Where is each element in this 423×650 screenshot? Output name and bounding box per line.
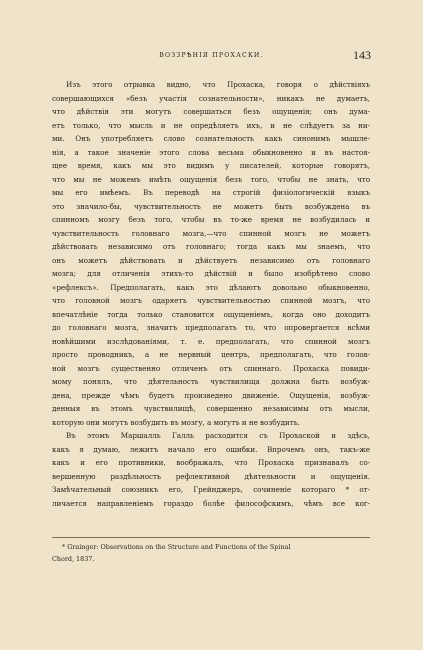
- text-line: личается направленіемъ гораздо болѣе философскимъ, чѣмъ все ког-: [52, 498, 370, 508]
- text-line: етъ только, что мысль и не опредѣляетъ ихъ, и не слѣдуетъ за ни-: [52, 120, 370, 130]
- footnote-line: * Grainger: Observations on the Structure and Functions of the Spinal: [62, 543, 291, 551]
- text-line: впечатлѣніе тогда только становится ощущеніемъ, когда оно доходитъ: [52, 309, 370, 319]
- text-line: вершенную раздѣльность рефлективной дѣятельности и ощущенія.: [52, 471, 370, 481]
- text-line: дена, прежде чѣмъ будетъ произведено движеніе. Ощущенія, возбуж-: [52, 390, 370, 400]
- text-line: мому понялъ, что дѣятельность чувствилища должна быть возбуж-: [52, 377, 370, 386]
- text-line: щее время, какъ мы это видимъ у писателей, которые говорятъ,: [52, 161, 370, 170]
- body-text: [52, 78, 370, 510]
- text-line: Замѣчательный союзникъ его, Грейнджеръ, сочиненіе котораго * от-: [52, 485, 370, 494]
- text-line: нія, а такое значеніе этого слова весьма обыкновенно и въ настоя-: [52, 147, 370, 157]
- text-line: Въ этомъ Маршалль Галль расходится съ Прохаской и здѣсь,: [66, 431, 370, 440]
- text-line: ми. Онъ употребляетъ слово сознательность какъ синонимъ мышле-: [52, 134, 370, 143]
- page-header: [0, 50, 423, 68]
- text-line: Изъ этого отрывка видно, что Прохаска, говоря о дѣйствіяхъ: [66, 80, 370, 89]
- text-line: онъ можетъ дѣйствовать и дѣйствуетъ независимо отъ головнаго: [52, 255, 370, 265]
- text-line: что мы не можемъ имѣть ощущенія безъ того, чтобы не знать, что: [52, 174, 370, 184]
- page-number: 143: [353, 48, 371, 62]
- text-line: денныя въ этомъ чувствилищѣ, совершенно независимы отъ мысли,: [52, 404, 370, 413]
- footnote: [52, 542, 370, 565]
- text-line: новѣйшими изслѣдованіями, т. е. предполагать, что спинной мозгъ: [52, 336, 370, 346]
- text-line: какъ я думаю, лежитъ начало его ошибки. Впрочемъ онъ, такъ-же: [52, 444, 370, 454]
- text-line: совершающихся «безъ участія сознательности», никакъ не думаетъ,: [52, 93, 370, 103]
- text-line: спинномъ мозгу безъ того, чтобы въ то-же время не возбудилась и: [52, 215, 370, 224]
- text-line: которую они могутъ возбудить въ мозгу, а могутъ и не возбудить.: [52, 417, 300, 427]
- text-line: «рефлексъ». Предполагать, какъ это дѣлаютъ довольно обыкновенно,: [52, 282, 370, 292]
- running-head: ВОЗЗРѢНІЯ ПРОХАСКИ.: [159, 52, 264, 59]
- text-line: до головнаго мозга, значитъ предполагать то, что опровергается всѣми: [52, 323, 370, 332]
- text-line: что головной мозгъ одаряетъ чувствительностью спинной мозгъ, что: [52, 296, 370, 305]
- text-line: это значило-бы, чувствительность не можетъ быть возбуждена въ: [52, 201, 370, 211]
- footnote-divider: [52, 537, 370, 538]
- text-line: мы его имѣемъ. Въ переводѣ на строгій физіологическій языкъ: [52, 188, 370, 197]
- text-line: мозга; для отличенія этихъ-то дѣйствій и было изобрѣтено слово: [52, 269, 370, 278]
- text-line: какъ и его противники, воображалъ, что Прохаска признавалъ со-: [52, 458, 370, 467]
- text-line: ной мозгъ существенно отличенъ отъ спиннаго. Прохаска повиди-: [52, 363, 370, 373]
- text-line: чувствительность головнаго мозга,—что спинной мозгъ не можетъ: [52, 228, 370, 238]
- text-line: что дѣйствія эти могутъ совершаться безъ ощущенія; онъ дума-: [52, 107, 370, 116]
- footnote-line: Chord, 1837.: [52, 554, 95, 563]
- text-line: дѣйствовать независимо отъ головнаго; тогда какъ мы знаемъ, что: [52, 242, 370, 251]
- text-line: просто проводникъ, а не нервный центръ, предполагать, что голов-: [52, 350, 370, 359]
